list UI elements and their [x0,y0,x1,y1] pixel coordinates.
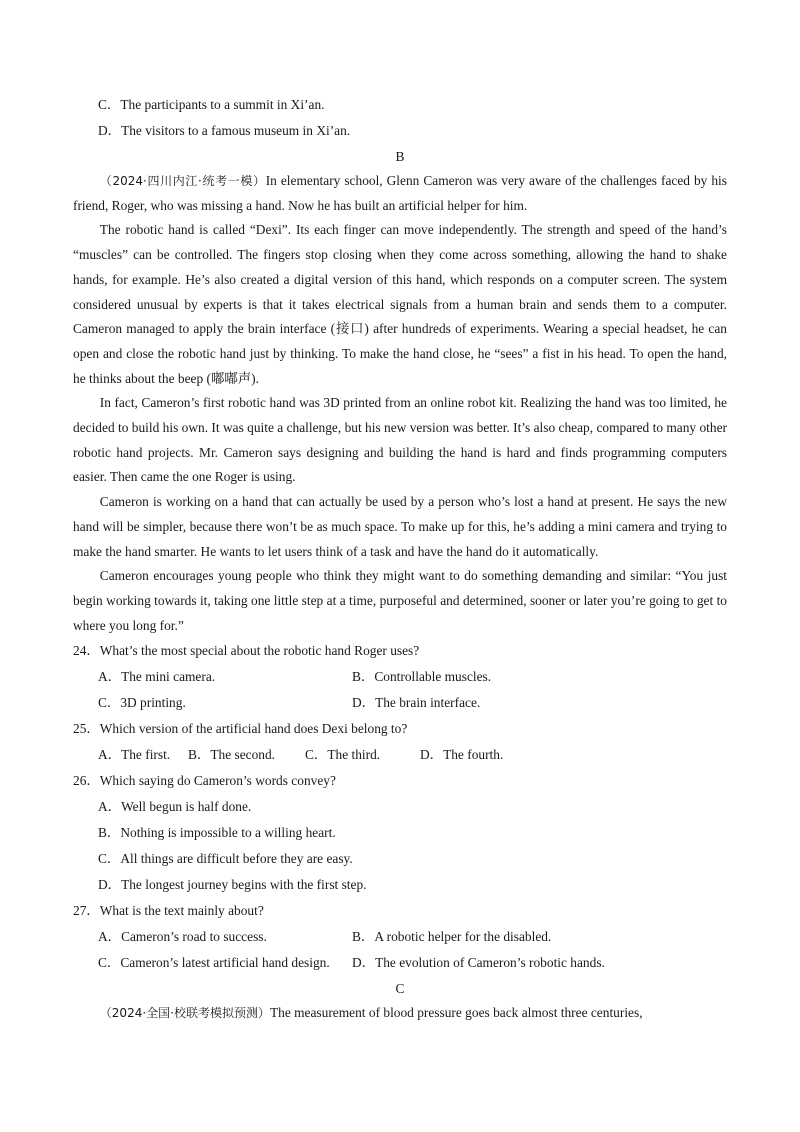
question-number: 27． [73,903,100,919]
option-a[interactable]: A．The first. [98,747,171,763]
option-a[interactable]: A．Well begun is half done. [98,799,252,815]
option-text: The participants to a summit in Xi’an. [120,97,325,112]
question-25 [73,716,727,742]
option-b[interactable]: B．Nothing is impossible to a willing heart. [98,825,336,841]
option-c[interactable]: C．All things are difficult before they are easy. [98,851,353,867]
question-25-options-row [73,742,727,768]
option-d[interactable]: D．The brain interface. [352,695,481,711]
question-24-options-row-1 [73,664,727,690]
section-b-paragraph-1 [73,169,727,218]
question-24 [73,638,727,664]
exam-page [73,92,727,1026]
option-b[interactable]: B．Controllable muscles. [352,669,492,685]
section-b-paragraph-2: The robotic hand is called “Dexi”. Its each finger can move independently. The strength and speed of the hand’s “muscles” can be controlled. The fingers stop closing when they come across something, allowing the hand to shake hands, for example. He’s also created a digital version of this hand, which responds on a computer screen. The system considered unusual by experts is that it takes electrical signals from a human brain and sends them to a computer. Cameron managed to apply the brain interface (接口) after hundreds of experiments. Wearing a special headset, he can open and close the robotic hand just by thinking. To make the hand close, he “sees” a fist in his head. To open the hand, he thinks about the beep (嘟嘟声). [73,222,727,386]
question-27 [73,898,727,924]
option-d[interactable]: D．The evolution of Cameron’s robotic hands. [352,955,605,971]
section-b-paragraph-5: Cameron encourages young people who think they might want to do something demanding and similar: “You just begin working towards it, taking one little step at a time, purposeful and determined, sooner or later you’re going to get to where you long for.” [73,568,727,633]
option-d[interactable]: D．The longest journey begins with the first step. [98,877,367,893]
question-number: 25． [73,721,100,737]
option-text: The visitors to a famous museum in Xi’an. [121,123,351,138]
option-prev-d [73,118,727,144]
question-stem: Which version of the artificial hand does Dexi belong to? [99,721,408,737]
source-tag: （2024·全国·校联考模拟预测） [99,1006,270,1021]
question-stem: What’s the most special about the robotic hand Roger uses? [99,643,420,659]
question-number: 24． [73,643,100,659]
question-stem: Which saying do Cameron’s words convey? [99,773,336,789]
source-tag: （2024·四川内江·统考一模） [99,174,266,188]
option-d[interactable]: D．The fourth. [420,747,504,763]
paragraph-text: The measurement of blood pressure goes back almost three centuries, [269,1005,643,1021]
question-stem: What is the text mainly about? [99,903,264,919]
option-a[interactable]: A．The mini camera. [98,669,216,685]
option-c[interactable]: C．Cameron’s latest artificial hand design. [98,955,330,971]
section-b-heading: B [395,149,405,164]
option-b[interactable]: B．The second. [188,747,276,763]
section-c-paragraph-1 [73,1001,727,1026]
question-24-options-row-2 [73,690,727,716]
paragraph-text: In elementary school, Glenn Cameron was very aware of the challenges faced by his friend, Roger, who was missing a hand. Now he has built an artificial helper for him. [73,173,727,213]
question-number: 26． [73,773,100,789]
section-c-heading: C [395,981,405,997]
question-27-options-row-1 [73,924,727,950]
option-c[interactable]: C．3D printing. [98,695,186,711]
option-label: C． [98,97,121,112]
question-27-options-row-2 [73,950,727,976]
section-b-paragraph-4: Cameron is working on a hand that can actually be used by a person who’s lost a hand at present. He says the new hand will be simpler, because there won’t be as much space. To make up for this, he’s adding a mini camera and trying to make the hand smarter. He wants to let users think of a task and have the hand do it automatically. [73,494,727,559]
option-b[interactable]: B．A robotic helper for the disabled. [352,929,552,945]
option-prev-c [73,92,727,118]
option-a[interactable]: A．Cameron’s road to success. [98,929,267,945]
option-label: D． [98,123,122,138]
question-26 [73,768,727,794]
section-b-paragraph-3: In fact, Cameron’s first robotic hand was 3D printed from an online robot kit. Realizing the hand was too limited, he decided to build his own. It was quite a challenge, but his new version was better. It’s also cheap, compared to many other robotic hand projects. Mr. Cameron says designing and building the hand is hard and finds programming computers easier. Then came the one Roger is using. [73,395,727,485]
option-c[interactable]: C．The third. [305,747,381,763]
